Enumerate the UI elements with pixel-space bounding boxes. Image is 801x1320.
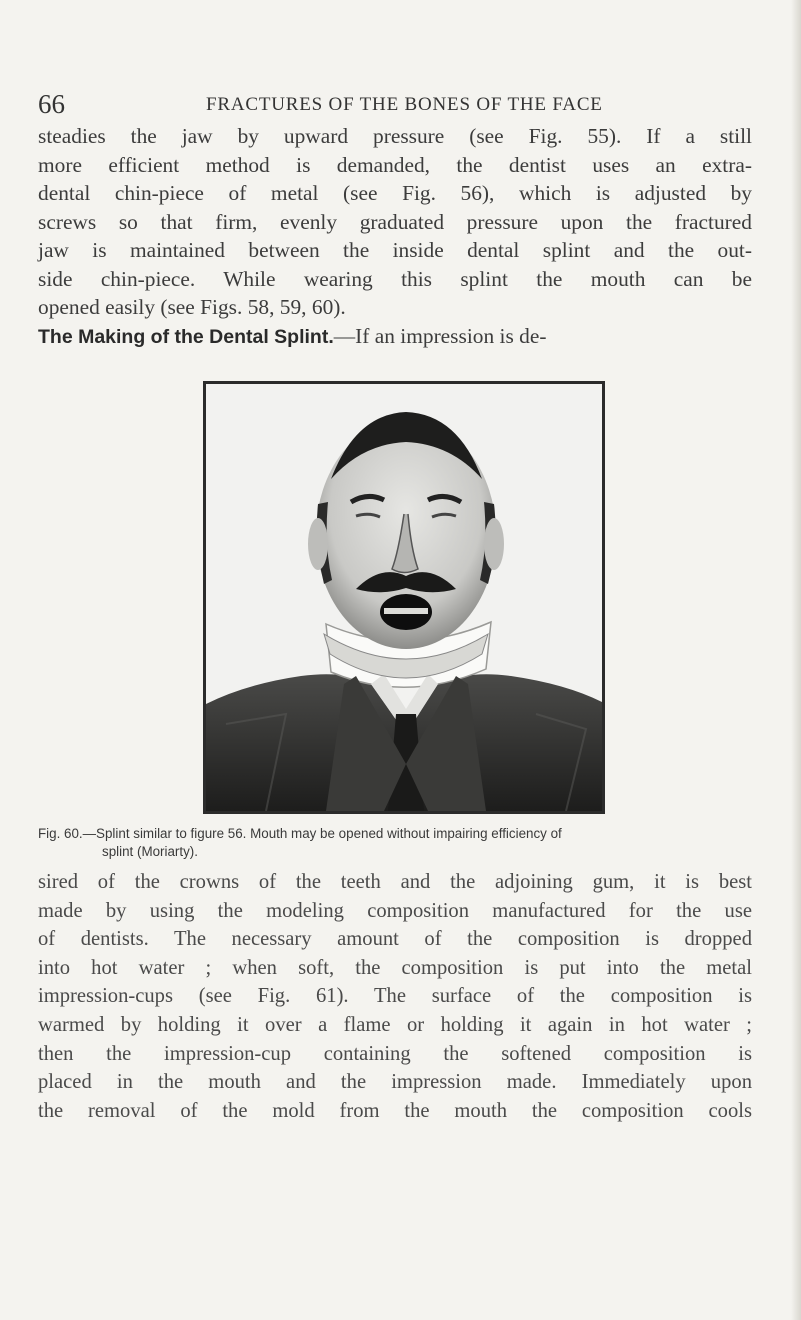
text-line: sired of the crowns of the teeth and the adjoining gum, it is best	[38, 871, 752, 893]
page-number: 66	[38, 89, 65, 119]
figure-caption	[38, 825, 752, 861]
text-line: made by using the modeling composition manufactured for the use	[38, 899, 752, 922]
caption-line: splint (Moriarty).	[102, 844, 198, 859]
text-line: placed in the mouth and the impression made. Immediately upon	[38, 1071, 752, 1094]
page-edge-shadow	[791, 0, 801, 1320]
body-text-top	[38, 122, 752, 351]
text-line: side chin-piece. While wearing this splint the mouth can be	[38, 266, 752, 291]
text-line: jaw is maintained between the inside dental splint and the out-	[38, 238, 752, 262]
text-line: impression-cups (see Fig. 61). The surface of the composition is	[38, 985, 752, 1008]
body-text-bottom	[38, 868, 752, 1125]
text-line: dental chin-piece of metal (see Fig. 56), which is adjusted by	[38, 181, 752, 205]
text-line: more efficient method is demanded, the dentist uses an extra-	[38, 152, 752, 177]
running-head: FRACTURES OF THE BONES OF THE FACE	[206, 94, 603, 115]
figure-photograph	[203, 381, 605, 814]
text-line: opened easily (see Figs. 58, 59, 60).	[38, 295, 346, 319]
page-header	[38, 87, 758, 121]
text-line: then the impression-cup containing the softened composition is	[38, 1042, 752, 1065]
text-line: of dentists. The necessary amount of the composition is dropped	[38, 928, 752, 951]
section-heading: The Making of the Dental Splint.	[38, 325, 334, 348]
section-heading-line	[38, 322, 752, 352]
text-line: steadies the jaw by upward pressure (see Fig. 55). If a still	[38, 124, 752, 148]
text-line: into hot water ; when soft, the composition is put into the metal	[38, 956, 752, 979]
text-line: warmed by holding it over a flame or holding it again in hot water ;	[38, 1013, 752, 1036]
caption-line: Fig. 60.—Splint similar to figure 56. Mouth may be opened without impairing efficiency of	[38, 826, 562, 841]
portrait-illustration	[206, 384, 602, 811]
text-line: screws so that firm, evenly graduated pressure upon the fractured	[38, 209, 752, 234]
heading-continuation: —If an impression is de-	[333, 323, 547, 348]
text-line: the removal of the mold from the mouth the composition cools	[38, 1099, 752, 1122]
